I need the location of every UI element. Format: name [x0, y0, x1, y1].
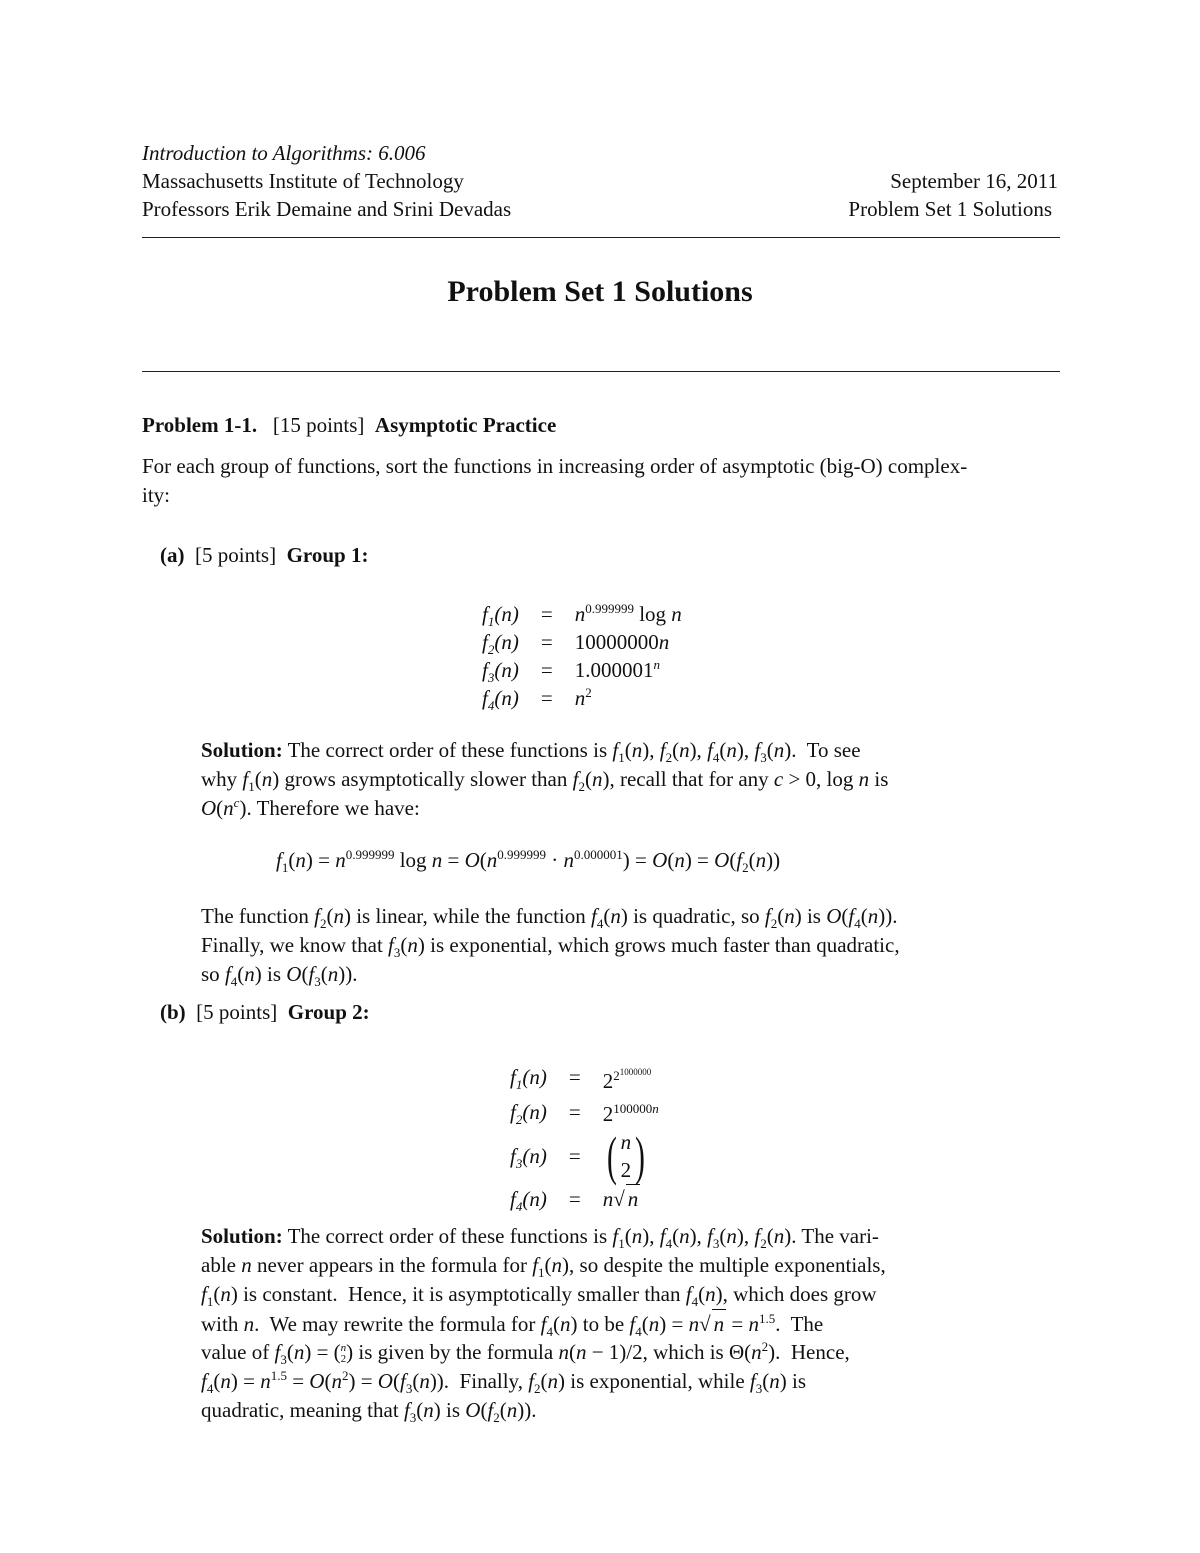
part-a-display-equation: $f_1(n) = n^{0.999999}$ $\log n = O(n^{0.999999} \cdot n^{0.000001}) = O(n) = O(f_2(n))$	[276, 847, 781, 876]
course-title: Introduction to Algorithms: 6.006	[142, 141, 426, 165]
part-a-label: (a)	[160, 543, 185, 567]
group2-equations: $f_1(n)$ = $2^{2^{1000000}}$ $f_2(n)$ = $2^{100000n}$ $f_3(n)$ = ( n 2 ) $f_4(n)$ = n√ n	[510, 1064, 659, 1214]
part-a-points: [5 points]	[195, 543, 277, 567]
part-a-closing-line3: so $f_4(n)$ is $O(f_3(n))$.	[201, 962, 358, 990]
part-b-solution-line6: $f_4(n) = n^{1.5} = O(n^2) = O(f_3(n))$. Finally, $f_2(n)$ is exponential, while $f_3(n)$ is	[201, 1368, 807, 1397]
professors-line: Professors Erik Demaine and Srini Devadas	[142, 197, 512, 221]
page-title: Problem Set 1 Solutions	[447, 275, 753, 308]
header-rule	[142, 237, 1060, 238]
part-a-heading	[160, 541, 368, 570]
part-b-solution-line3: $f_1(n)$ is constant. Hence, it is asymptotically smaller than $f_4(n)$, which does grow	[201, 1282, 877, 1310]
part-a-solution-line1: Solution: The correct order of these functions is $f_1(n)$, $f_2(n)$, $f_4(n)$, $f_3(n)$. To see	[201, 738, 861, 766]
institute-name: Massachusetts Institute of Technology	[142, 169, 464, 193]
closing-text-3: so	[201, 962, 220, 986]
part-a-solution-line3: $O(n^c)$. Therefore we have:	[201, 795, 420, 820]
part-a-group: Group 1:	[286, 543, 369, 567]
closing-text-2: Finally, we know that	[201, 933, 383, 957]
part-a-solution-line2: why $f_1(n)$ grows asymptotically slower than $f_2(n)$, recall that for any c > 0, log n is	[201, 767, 889, 795]
part-b-group: Group 2:	[287, 1000, 370, 1024]
problem-points: [15 points]	[272, 413, 365, 437]
header-date: September 16, 2011	[890, 169, 1058, 193]
part-b-solution-line7: quadratic, meaning that $f_3(n)$ is $O(f_2(n))$.	[201, 1398, 537, 1426]
part-b-solution-line5: value of $f_3(n)$ = ( n 2 ) is given by the formula n(n − 1)/2, which is $\Theta(n^2)$. Hence,	[201, 1339, 850, 1368]
part-a-closing-line2: Finally, we know that $f_3(n)$ is exponential, which grows much faster than quadratic,	[201, 933, 900, 961]
problem-intro-line1: For each group of functions, sort the functions in increasing order of asymptotic (big-O) complex-	[142, 454, 968, 478]
problem-name: Asymptotic Practice	[374, 413, 557, 437]
part-a-solution-label: Solution:	[201, 738, 283, 762]
part-b-solution-line1: Solution: The correct order of these functions is $f_1(n)$, $f_4(n)$, $f_3(n)$, $f_2(n)$. The vari-	[201, 1224, 879, 1252]
part-b-solution-line2: able n never appears in the formula for $f_1(n)$, so despite the multiple exponentials,	[201, 1253, 886, 1281]
problem-intro-line2: ity:	[142, 483, 171, 507]
header-doc-label: Problem Set 1 Solutions	[848, 197, 1052, 221]
part-b-heading	[160, 998, 370, 1027]
part-b-solution-label: Solution:	[201, 1224, 283, 1248]
binomial-n-choose-2: ( n 2 )	[606, 1126, 646, 1186]
part-a-closing-line1: The function $f_2(n)$ is linear, while the function $f_4(n)$ is quadratic, so $f_2(n)$ is $O(f_4(n))$.	[201, 904, 898, 932]
problem-label: Problem 1-1.	[142, 413, 258, 437]
title-rule	[142, 371, 1060, 372]
part-b-points: [5 points]	[196, 1000, 278, 1024]
closing-text-1: The function	[201, 904, 309, 928]
part-b-solution-line4: with n. We may rewrite the formula for $f_4(n)$ to be $f_4(n) = n√$ $n = n^{1.5}$. The	[201, 1311, 824, 1340]
part-b-label: (b)	[160, 1000, 186, 1024]
problem-heading	[142, 411, 556, 440]
group1-equations: $f_1(n)$ = $n^{0.999999}$ log n $f_2(n)$ = 10000000n $f_3(n)$ = 1.000001$^n$ $f_4(n)$ = $n^2$	[482, 601, 682, 714]
